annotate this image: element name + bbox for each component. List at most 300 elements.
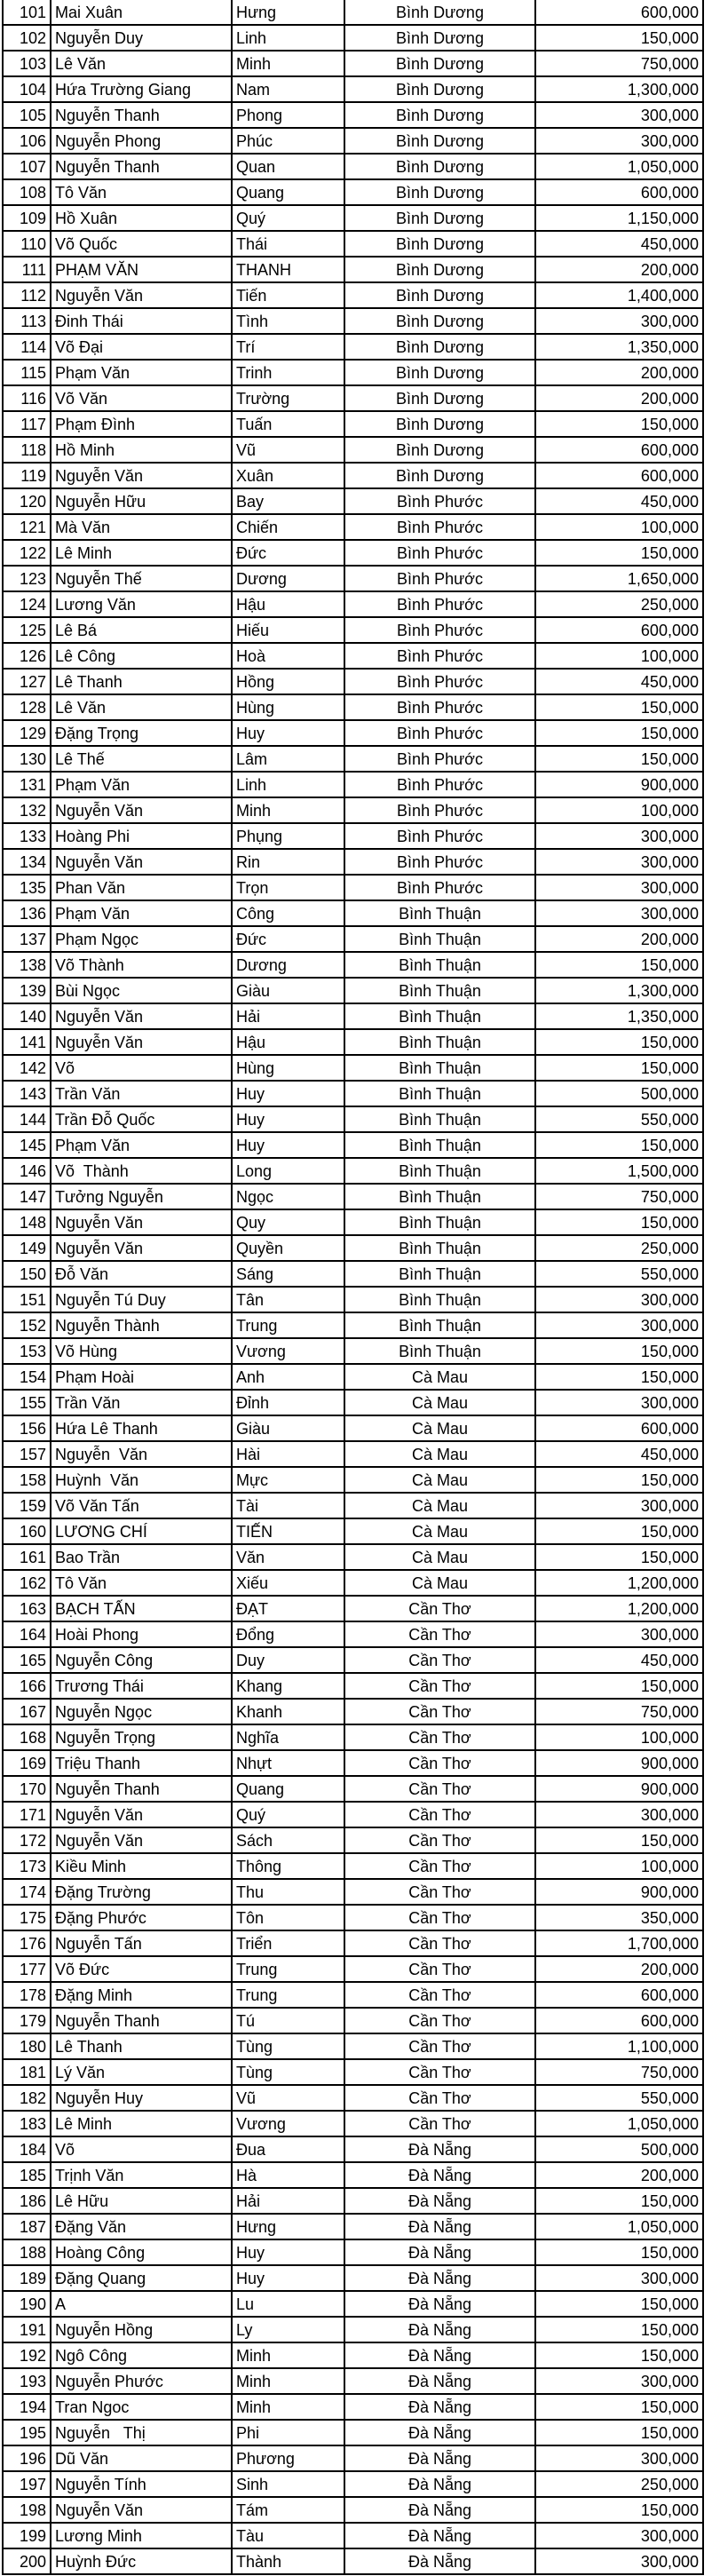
row-number-cell[interactable]: 190 (3, 2291, 51, 2317)
row-number-cell[interactable]: 195 (3, 2420, 51, 2445)
province-cell[interactable]: Bình Thuận (344, 1106, 535, 1132)
amount-cell[interactable]: 450,000 (535, 488, 703, 514)
amount-cell[interactable]: 300,000 (535, 849, 703, 875)
last-name-cell[interactable]: Lý Văn (51, 2059, 232, 2085)
row-number-cell[interactable]: 116 (3, 385, 51, 411)
province-cell[interactable]: Cần Thơ (344, 1673, 535, 1699)
amount-cell[interactable]: 150,000 (535, 1055, 703, 1081)
given-name-cell[interactable]: Trường (232, 385, 344, 411)
last-name-cell[interactable]: Võ Văn Tấn (51, 1493, 232, 1518)
amount-cell[interactable]: 300,000 (535, 823, 703, 849)
amount-cell[interactable]: 750,000 (535, 1699, 703, 1724)
province-cell[interactable]: Bình Dương (344, 360, 535, 385)
amount-cell[interactable]: 250,000 (535, 2471, 703, 2497)
province-cell[interactable]: Đà Nẵng (344, 2214, 535, 2239)
given-name-cell[interactable]: Sách (232, 1827, 344, 1853)
given-name-cell[interactable]: Giàu (232, 1415, 344, 1441)
province-cell[interactable]: Cà Mau (344, 1364, 535, 1390)
last-name-cell[interactable]: Nguyễn Văn (51, 2497, 232, 2523)
row-number-cell[interactable]: 189 (3, 2265, 51, 2291)
province-cell[interactable]: Đà Nẵng (344, 2445, 535, 2471)
given-name-cell[interactable]: Thu (232, 1879, 344, 1905)
last-name-cell[interactable]: Đỗ Văn (51, 1261, 232, 1287)
last-name-cell[interactable]: Nguyễn Văn (51, 1827, 232, 1853)
last-name-cell[interactable]: Đặng Minh (51, 1982, 232, 2008)
province-cell[interactable]: Cà Mau (344, 1570, 535, 1596)
row-number-cell[interactable]: 191 (3, 2317, 51, 2342)
province-cell[interactable]: Bình Thuận (344, 1003, 535, 1029)
last-name-cell[interactable]: Nguyễn Tính (51, 2471, 232, 2497)
given-name-cell[interactable]: Nhựt (232, 1750, 344, 1776)
row-number-cell[interactable]: 137 (3, 926, 51, 952)
given-name-cell[interactable]: Ngọc (232, 1184, 344, 1209)
amount-cell[interactable]: 100,000 (535, 797, 703, 823)
given-name-cell[interactable]: Tài (232, 1493, 344, 1518)
province-cell[interactable]: Bình Phước (344, 488, 535, 514)
amount-cell[interactable]: 1,050,000 (535, 154, 703, 179)
row-number-cell[interactable]: 106 (3, 128, 51, 154)
row-number-cell[interactable]: 133 (3, 823, 51, 849)
amount-cell[interactable]: 300,000 (535, 900, 703, 926)
row-number-cell[interactable]: 194 (3, 2394, 51, 2420)
row-number-cell[interactable]: 126 (3, 643, 51, 669)
given-name-cell[interactable]: Vũ (232, 437, 344, 463)
given-name-cell[interactable]: Huy (232, 2239, 344, 2265)
row-number-cell[interactable]: 104 (3, 76, 51, 102)
amount-cell[interactable]: 300,000 (535, 2368, 703, 2394)
last-name-cell[interactable]: Nguyễn Duy (51, 25, 232, 51)
given-name-cell[interactable]: Chiến (232, 514, 344, 540)
province-cell[interactable]: Đà Nẵng (344, 2342, 535, 2368)
row-number-cell[interactable]: 166 (3, 1673, 51, 1699)
row-number-cell[interactable]: 132 (3, 797, 51, 823)
last-name-cell[interactable]: Phan Văn (51, 875, 232, 900)
given-name-cell[interactable]: Đỉnh (232, 1390, 344, 1415)
last-name-cell[interactable]: BẠCH TẤN (51, 1596, 232, 1621)
province-cell[interactable]: Bình Thuận (344, 900, 535, 926)
given-name-cell[interactable]: Minh (232, 2368, 344, 2394)
last-name-cell[interactable]: Nguyễn Văn (51, 1441, 232, 1467)
given-name-cell[interactable]: Lu (232, 2291, 344, 2317)
given-name-cell[interactable]: Tú (232, 2008, 344, 2033)
amount-cell[interactable]: 300,000 (535, 2265, 703, 2291)
given-name-cell[interactable]: THANH (232, 257, 344, 282)
amount-cell[interactable]: 1,300,000 (535, 76, 703, 102)
last-name-cell[interactable]: Ngô Công (51, 2342, 232, 2368)
row-number-cell[interactable]: 188 (3, 2239, 51, 2265)
last-name-cell[interactable]: Võ Đức (51, 1956, 232, 1982)
given-name-cell[interactable]: Quý (232, 1802, 344, 1827)
amount-cell[interactable]: 300,000 (535, 1390, 703, 1415)
given-name-cell[interactable]: Triển (232, 1930, 344, 1956)
amount-cell[interactable]: 600,000 (535, 1415, 703, 1441)
given-name-cell[interactable]: Ly (232, 2317, 344, 2342)
province-cell[interactable]: Bình Phước (344, 540, 535, 566)
given-name-cell[interactable]: Đua (232, 2136, 344, 2162)
amount-cell[interactable]: 300,000 (535, 1802, 703, 1827)
row-number-cell[interactable]: 112 (3, 282, 51, 308)
amount-cell[interactable]: 450,000 (535, 669, 703, 694)
row-number-cell[interactable]: 138 (3, 952, 51, 978)
province-cell[interactable]: Đà Nẵng (344, 2394, 535, 2420)
row-number-cell[interactable]: 113 (3, 308, 51, 334)
province-cell[interactable]: Đà Nẵng (344, 2162, 535, 2188)
last-name-cell[interactable]: Phạm Văn (51, 772, 232, 797)
row-number-cell[interactable]: 164 (3, 1621, 51, 1647)
last-name-cell[interactable]: Lê Bá (51, 617, 232, 643)
province-cell[interactable]: Bình Dương (344, 257, 535, 282)
amount-cell[interactable]: 100,000 (535, 643, 703, 669)
row-number-cell[interactable]: 159 (3, 1493, 51, 1518)
last-name-cell[interactable]: Tran Ngoc (51, 2394, 232, 2420)
given-name-cell[interactable]: Anh (232, 1364, 344, 1390)
province-cell[interactable]: Bình Dương (344, 205, 535, 231)
last-name-cell[interactable]: Trịnh Văn (51, 2162, 232, 2188)
given-name-cell[interactable]: Phi (232, 2420, 344, 2445)
last-name-cell[interactable]: Lê Công (51, 643, 232, 669)
last-name-cell[interactable]: Phạm Văn (51, 900, 232, 926)
amount-cell[interactable]: 1,100,000 (535, 2033, 703, 2059)
province-cell[interactable]: Bình Phước (344, 849, 535, 875)
given-name-cell[interactable]: Khang (232, 1673, 344, 1699)
amount-cell[interactable]: 150,000 (535, 2291, 703, 2317)
last-name-cell[interactable]: Lương Văn (51, 591, 232, 617)
amount-cell[interactable]: 1,700,000 (535, 1930, 703, 1956)
amount-cell[interactable]: 900,000 (535, 1750, 703, 1776)
province-cell[interactable]: Bình Phước (344, 772, 535, 797)
row-number-cell[interactable]: 183 (3, 2111, 51, 2136)
province-cell[interactable]: Bình Thuận (344, 1158, 535, 1184)
province-cell[interactable]: Đà Nẵng (344, 2471, 535, 2497)
given-name-cell[interactable]: Tàu (232, 2523, 344, 2548)
province-cell[interactable]: Cà Mau (344, 1467, 535, 1493)
row-number-cell[interactable]: 177 (3, 1956, 51, 1982)
given-name-cell[interactable]: Hùng (232, 1055, 344, 1081)
row-number-cell[interactable]: 172 (3, 1827, 51, 1853)
last-name-cell[interactable]: Nguyễn Huy (51, 2085, 232, 2111)
row-number-cell[interactable]: 120 (3, 488, 51, 514)
row-number-cell[interactable]: 129 (3, 720, 51, 746)
last-name-cell[interactable]: Phạm Văn (51, 360, 232, 385)
province-cell[interactable]: Cần Thơ (344, 1750, 535, 1776)
last-name-cell[interactable]: Hứa Lê Thanh (51, 1415, 232, 1441)
province-cell[interactable]: Bình Thuận (344, 978, 535, 1003)
amount-cell[interactable]: 150,000 (535, 1518, 703, 1544)
row-number-cell[interactable]: 115 (3, 360, 51, 385)
given-name-cell[interactable]: Tám (232, 2497, 344, 2523)
row-number-cell[interactable]: 184 (3, 2136, 51, 2162)
given-name-cell[interactable]: Dương (232, 566, 344, 591)
amount-cell[interactable]: 1,500,000 (535, 1158, 703, 1184)
amount-cell[interactable]: 100,000 (535, 1853, 703, 1879)
given-name-cell[interactable]: Huy (232, 1132, 344, 1158)
row-number-cell[interactable]: 193 (3, 2368, 51, 2394)
amount-cell[interactable]: 300,000 (535, 1312, 703, 1338)
amount-cell[interactable]: 150,000 (535, 720, 703, 746)
given-name-cell[interactable]: Linh (232, 25, 344, 51)
amount-cell[interactable]: 300,000 (535, 128, 703, 154)
given-name-cell[interactable]: Phụng (232, 823, 344, 849)
amount-cell[interactable]: 600,000 (535, 617, 703, 643)
province-cell[interactable]: Bình Phước (344, 875, 535, 900)
province-cell[interactable]: Bình Dương (344, 102, 535, 128)
amount-cell[interactable]: 150,000 (535, 2188, 703, 2214)
amount-cell[interactable]: 150,000 (535, 1544, 703, 1570)
amount-cell[interactable]: 900,000 (535, 1776, 703, 1802)
amount-cell[interactable]: 200,000 (535, 385, 703, 411)
row-number-cell[interactable]: 153 (3, 1338, 51, 1364)
given-name-cell[interactable]: Tuấn (232, 411, 344, 437)
row-number-cell[interactable]: 199 (3, 2523, 51, 2548)
province-cell[interactable]: Đà Nẵng (344, 2265, 535, 2291)
province-cell[interactable]: Bình Thuận (344, 1235, 535, 1261)
last-name-cell[interactable]: Nguyễn Trọng (51, 1724, 232, 1750)
province-cell[interactable]: Đà Nẵng (344, 2368, 535, 2394)
given-name-cell[interactable]: Hưng (232, 2214, 344, 2239)
province-cell[interactable]: Bình Dương (344, 179, 535, 205)
province-cell[interactable]: Bình Thuận (344, 1055, 535, 1081)
amount-cell[interactable]: 750,000 (535, 51, 703, 76)
given-name-cell[interactable]: Trí (232, 334, 344, 360)
given-name-cell[interactable]: Nghĩa (232, 1724, 344, 1750)
amount-cell[interactable]: 1,350,000 (535, 1003, 703, 1029)
row-number-cell[interactable]: 150 (3, 1261, 51, 1287)
row-number-cell[interactable]: 197 (3, 2471, 51, 2497)
last-name-cell[interactable]: Nguyễn Phước (51, 2368, 232, 2394)
row-number-cell[interactable]: 102 (3, 25, 51, 51)
amount-cell[interactable]: 150,000 (535, 952, 703, 978)
amount-cell[interactable]: 550,000 (535, 2085, 703, 2111)
last-name-cell[interactable]: PHẠM VĂN (51, 257, 232, 282)
given-name-cell[interactable]: Rin (232, 849, 344, 875)
province-cell[interactable]: Bình Phước (344, 669, 535, 694)
province-cell[interactable]: Bình Phước (344, 746, 535, 772)
province-cell[interactable]: Cần Thơ (344, 1982, 535, 2008)
row-number-cell[interactable]: 187 (3, 2214, 51, 2239)
given-name-cell[interactable]: Long (232, 1158, 344, 1184)
last-name-cell[interactable]: Võ (51, 1055, 232, 1081)
last-name-cell[interactable]: Nguyễn Phong (51, 128, 232, 154)
last-name-cell[interactable]: Nguyễn Thị (51, 2420, 232, 2445)
last-name-cell[interactable]: Nguyễn Văn (51, 463, 232, 488)
given-name-cell[interactable]: Quan (232, 154, 344, 179)
last-name-cell[interactable]: Lê Hữu (51, 2188, 232, 2214)
given-name-cell[interactable]: Sáng (232, 1261, 344, 1287)
province-cell[interactable]: Cần Thơ (344, 1930, 535, 1956)
province-cell[interactable]: Cần Thơ (344, 2085, 535, 2111)
province-cell[interactable]: Đà Nẵng (344, 2317, 535, 2342)
province-cell[interactable]: Cần Thơ (344, 2059, 535, 2085)
given-name-cell[interactable]: Linh (232, 772, 344, 797)
given-name-cell[interactable]: Vương (232, 1338, 344, 1364)
amount-cell[interactable]: 450,000 (535, 1647, 703, 1673)
row-number-cell[interactable]: 196 (3, 2445, 51, 2471)
province-cell[interactable]: Bình Dương (344, 463, 535, 488)
row-number-cell[interactable]: 121 (3, 514, 51, 540)
given-name-cell[interactable]: Hùng (232, 694, 344, 720)
last-name-cell[interactable]: Nguyễn Hữu (51, 488, 232, 514)
amount-cell[interactable]: 150,000 (535, 540, 703, 566)
province-cell[interactable]: Bình Thuận (344, 952, 535, 978)
last-name-cell[interactable]: Phạm Văn (51, 1132, 232, 1158)
province-cell[interactable]: Bình Thuận (344, 1209, 535, 1235)
amount-cell[interactable]: 1,350,000 (535, 334, 703, 360)
row-number-cell[interactable]: 118 (3, 437, 51, 463)
given-name-cell[interactable]: TIẾN (232, 1518, 344, 1544)
row-number-cell[interactable]: 108 (3, 179, 51, 205)
given-name-cell[interactable]: Duy (232, 1647, 344, 1673)
given-name-cell[interactable]: Quang (232, 179, 344, 205)
amount-cell[interactable]: 150,000 (535, 2394, 703, 2420)
given-name-cell[interactable]: Hà (232, 2162, 344, 2188)
province-cell[interactable]: Bình Phước (344, 617, 535, 643)
last-name-cell[interactable]: Dũ Văn (51, 2445, 232, 2471)
province-cell[interactable]: Bình Thuận (344, 1312, 535, 1338)
amount-cell[interactable]: 150,000 (535, 694, 703, 720)
last-name-cell[interactable]: Tô Văn (51, 1570, 232, 1596)
row-number-cell[interactable]: 149 (3, 1235, 51, 1261)
last-name-cell[interactable]: Nguyễn Thanh (51, 154, 232, 179)
last-name-cell[interactable]: Phạm Đình (51, 411, 232, 437)
row-number-cell[interactable]: 180 (3, 2033, 51, 2059)
given-name-cell[interactable]: Lâm (232, 746, 344, 772)
amount-cell[interactable]: 350,000 (535, 1905, 703, 1930)
last-name-cell[interactable]: Nguyễn Thanh (51, 1776, 232, 1802)
amount-cell[interactable]: 600,000 (535, 1982, 703, 2008)
amount-cell[interactable]: 600,000 (535, 0, 703, 25)
amount-cell[interactable]: 750,000 (535, 2059, 703, 2085)
row-number-cell[interactable]: 124 (3, 591, 51, 617)
given-name-cell[interactable]: Minh (232, 2342, 344, 2368)
amount-cell[interactable]: 150,000 (535, 411, 703, 437)
given-name-cell[interactable]: Mực (232, 1467, 344, 1493)
last-name-cell[interactable]: Nguyễn Tú Duy (51, 1287, 232, 1312)
row-number-cell[interactable]: 179 (3, 2008, 51, 2033)
amount-cell[interactable]: 200,000 (535, 2162, 703, 2188)
province-cell[interactable]: Bình Phước (344, 643, 535, 669)
amount-cell[interactable]: 150,000 (535, 1827, 703, 1853)
last-name-cell[interactable]: Nguyễn Văn (51, 1003, 232, 1029)
last-name-cell[interactable]: LƯƠNG CHÍ (51, 1518, 232, 1544)
province-cell[interactable]: Bình Phước (344, 694, 535, 720)
province-cell[interactable]: Cần Thơ (344, 1621, 535, 1647)
amount-cell[interactable]: 500,000 (535, 1081, 703, 1106)
amount-cell[interactable]: 750,000 (535, 1184, 703, 1209)
province-cell[interactable]: Cần Thơ (344, 1724, 535, 1750)
row-number-cell[interactable]: 143 (3, 1081, 51, 1106)
given-name-cell[interactable]: Đổng (232, 1621, 344, 1647)
province-cell[interactable]: Cần Thơ (344, 1853, 535, 1879)
row-number-cell[interactable]: 155 (3, 1390, 51, 1415)
row-number-cell[interactable]: 175 (3, 1905, 51, 1930)
row-number-cell[interactable]: 125 (3, 617, 51, 643)
given-name-cell[interactable]: Tôn (232, 1905, 344, 1930)
given-name-cell[interactable]: Đức (232, 540, 344, 566)
province-cell[interactable]: Bình Phước (344, 566, 535, 591)
row-number-cell[interactable]: 163 (3, 1596, 51, 1621)
row-number-cell[interactable]: 168 (3, 1724, 51, 1750)
province-cell[interactable]: Đà Nẵng (344, 2239, 535, 2265)
amount-cell[interactable]: 300,000 (535, 308, 703, 334)
given-name-cell[interactable]: Huy (232, 1106, 344, 1132)
row-number-cell[interactable]: 192 (3, 2342, 51, 2368)
row-number-cell[interactable]: 122 (3, 540, 51, 566)
row-number-cell[interactable]: 173 (3, 1853, 51, 1879)
last-name-cell[interactable]: Hoài Phong (51, 1621, 232, 1647)
row-number-cell[interactable]: 117 (3, 411, 51, 437)
province-cell[interactable]: Bình Phước (344, 823, 535, 849)
province-cell[interactable]: Bình Thuận (344, 1338, 535, 1364)
row-number-cell[interactable]: 152 (3, 1312, 51, 1338)
last-name-cell[interactable]: Võ Thành (51, 952, 232, 978)
province-cell[interactable]: Bình Dương (344, 411, 535, 437)
row-number-cell[interactable]: 176 (3, 1930, 51, 1956)
amount-cell[interactable]: 150,000 (535, 1364, 703, 1390)
last-name-cell[interactable]: Trần Văn (51, 1390, 232, 1415)
given-name-cell[interactable]: Xuân (232, 463, 344, 488)
row-number-cell[interactable]: 157 (3, 1441, 51, 1467)
given-name-cell[interactable]: Đức (232, 926, 344, 952)
last-name-cell[interactable]: Nguyễn Văn (51, 1209, 232, 1235)
province-cell[interactable]: Bình Thuận (344, 1184, 535, 1209)
amount-cell[interactable]: 1,200,000 (535, 1570, 703, 1596)
amount-cell[interactable]: 500,000 (535, 2136, 703, 2162)
province-cell[interactable]: Cà Mau (344, 1390, 535, 1415)
last-name-cell[interactable]: Nguyễn Thế (51, 566, 232, 591)
last-name-cell[interactable]: Bùi Ngọc (51, 978, 232, 1003)
given-name-cell[interactable]: Hậu (232, 591, 344, 617)
province-cell[interactable]: Cần Thơ (344, 1802, 535, 1827)
row-number-cell[interactable]: 142 (3, 1055, 51, 1081)
last-name-cell[interactable]: Lê Thế (51, 746, 232, 772)
last-name-cell[interactable]: Hứa Trường Giang (51, 76, 232, 102)
amount-cell[interactable]: 300,000 (535, 1287, 703, 1312)
province-cell[interactable]: Bình Dương (344, 437, 535, 463)
amount-cell[interactable]: 1,200,000 (535, 1596, 703, 1621)
given-name-cell[interactable]: Công (232, 900, 344, 926)
province-cell[interactable]: Bình Dương (344, 51, 535, 76)
amount-cell[interactable]: 150,000 (535, 2497, 703, 2523)
row-number-cell[interactable]: 127 (3, 669, 51, 694)
last-name-cell[interactable]: Nguyễn Văn (51, 1235, 232, 1261)
amount-cell[interactable]: 200,000 (535, 360, 703, 385)
row-number-cell[interactable]: 146 (3, 1158, 51, 1184)
province-cell[interactable]: Bình Dương (344, 334, 535, 360)
province-cell[interactable]: Đà Nẵng (344, 2497, 535, 2523)
given-name-cell[interactable]: Xiếu (232, 1570, 344, 1596)
amount-cell[interactable]: 1,050,000 (535, 2111, 703, 2136)
row-number-cell[interactable]: 154 (3, 1364, 51, 1390)
amount-cell[interactable]: 200,000 (535, 257, 703, 282)
row-number-cell[interactable]: 198 (3, 2497, 51, 2523)
amount-cell[interactable]: 300,000 (535, 1493, 703, 1518)
row-number-cell[interactable]: 156 (3, 1415, 51, 1441)
last-name-cell[interactable]: Đặng Trọng (51, 720, 232, 746)
row-number-cell[interactable]: 200 (3, 2548, 51, 2574)
amount-cell[interactable]: 300,000 (535, 1621, 703, 1647)
given-name-cell[interactable]: Quang (232, 1776, 344, 1802)
last-name-cell[interactable]: Lê Minh (51, 540, 232, 566)
row-number-cell[interactable]: 162 (3, 1570, 51, 1596)
last-name-cell[interactable]: Tưởng Nguyễn (51, 1184, 232, 1209)
given-name-cell[interactable]: Thành (232, 2548, 344, 2574)
given-name-cell[interactable]: Hưng (232, 0, 344, 25)
last-name-cell[interactable]: Đinh Thái (51, 308, 232, 334)
province-cell[interactable]: Bình Dương (344, 0, 535, 25)
last-name-cell[interactable]: Tô Văn (51, 179, 232, 205)
province-cell[interactable]: Bình Thuận (344, 926, 535, 952)
given-name-cell[interactable]: Trung (232, 1312, 344, 1338)
